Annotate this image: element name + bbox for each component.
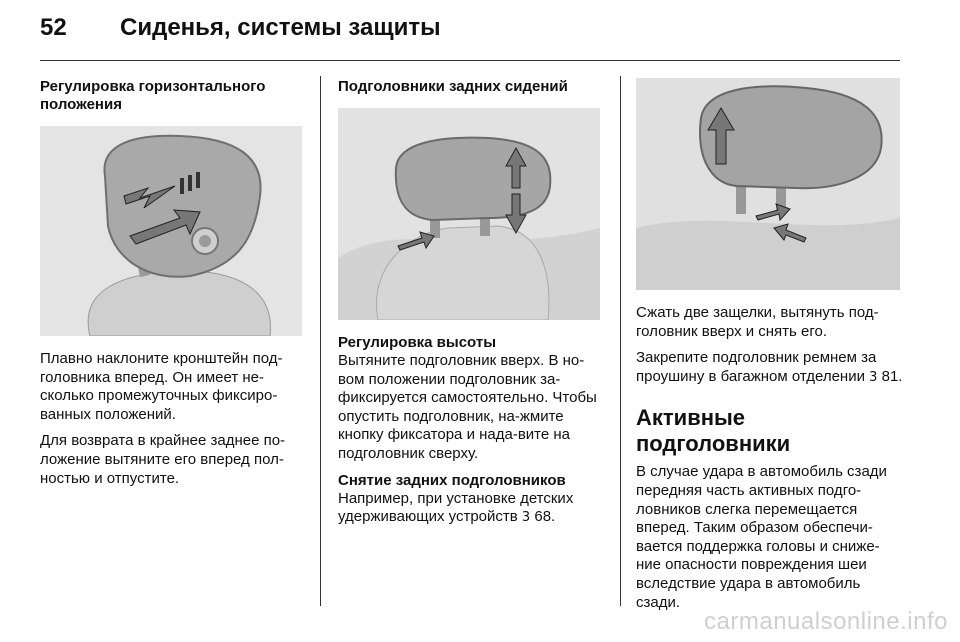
column-divider-1 (320, 76, 321, 606)
paragraph-removal (338, 490, 600, 528)
subheading-height-adjustment: Регулировка высоты (338, 334, 496, 351)
paragraph-active-headrests: В случае удара в автомобиль сзади передняя часть активных подго-ловников слегка перемещается вперед. Таким образом обеспечи-вается поддержка головы и сниже-ние опасности повреждения шеи вследствие удара в автомобиль сзади. (636, 463, 887, 611)
figure-rear-headrest-removal (636, 78, 900, 290)
figure-rear-headrest-height (338, 108, 600, 320)
subheading-removal: Снятие задних подголовников (338, 471, 566, 489)
column-1 (40, 78, 302, 496)
figure-front-headrest (40, 126, 302, 336)
column-3 (636, 78, 904, 620)
cross-reference-icon: 3 (869, 369, 878, 385)
paragraph-height-adjustment: Вытяните подголовник вверх. В но-вом положении подголовник за-фиксируется самостоятельно. Чтобы опустить подголовник, на-жмите кнопку фиксатора и нада-вите на подголовник сверху. (338, 352, 597, 462)
paragraph-squeeze-latches: Сжать две защелки, вытянуть под-головник вверх и снять его. (636, 304, 879, 340)
header-rule (40, 60, 900, 61)
column-divider-2 (620, 76, 621, 606)
cross-reference-icon: 3 (521, 510, 531, 526)
page-reference[interactable]: 68. (534, 508, 556, 526)
section-heading-rear-headrests: Подголовники задних сидений (338, 78, 568, 95)
section-heading-horizontal: Регулировка горизонтального положения (40, 78, 266, 113)
watermark: carmanualsonline.info (704, 608, 948, 635)
column-2 (338, 78, 600, 536)
paragraph-tilt-forward: Плавно наклоните кронштейн под-головника вперед. Он имеет не-сколько промежуточных фиксиро-ванных положений. (40, 350, 283, 423)
paragraph-removal-text: Например, при установке детских удерживающих устройств (338, 489, 574, 526)
page-reference[interactable]: 81. (881, 367, 903, 385)
paragraph-return-back: Для возврата в крайнее заднее по-ложение вытяните его вперед пол-ностью и отпустите. (40, 432, 286, 487)
paragraph-secure-headrest (636, 349, 904, 387)
page-title: Сиденья, системы защиты (120, 14, 441, 41)
page-number: 52 (40, 14, 67, 41)
section-heading-active-headrests: Активные подголовники (636, 405, 791, 457)
paragraph-secure-text: Закрепите подголовник ремнем за проушину в багажном отделении (636, 349, 877, 385)
